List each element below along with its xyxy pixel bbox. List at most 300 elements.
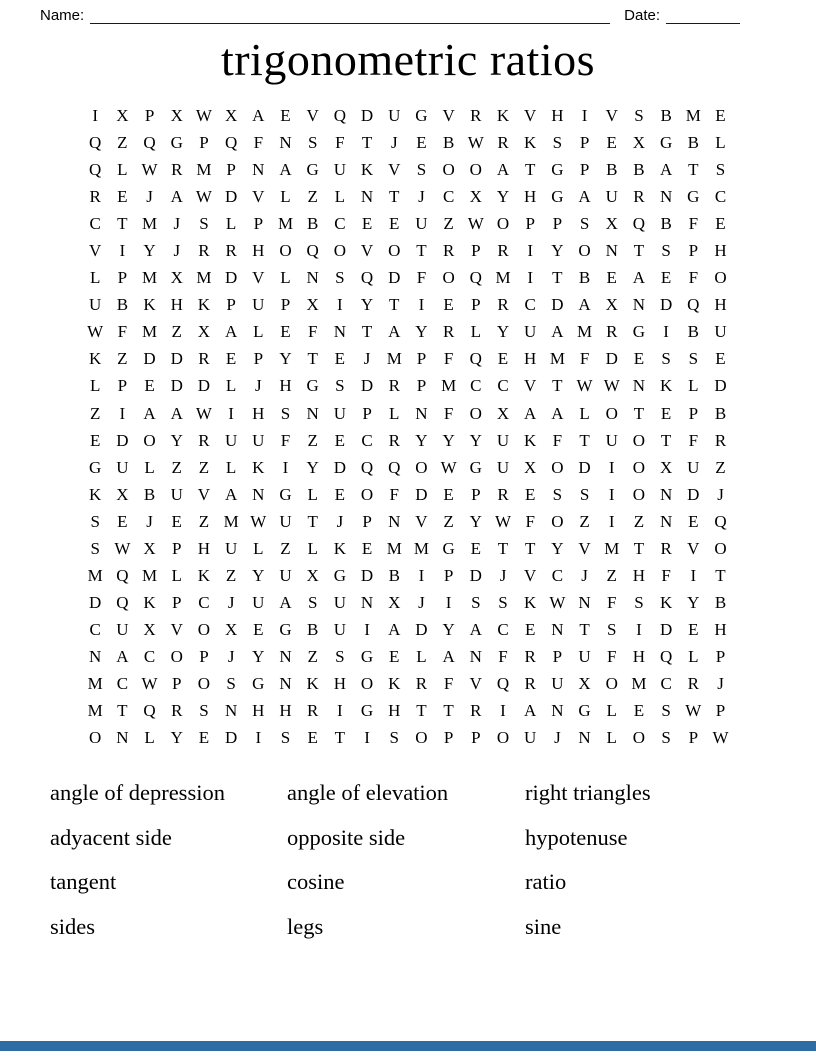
- grid-cell: T: [307, 349, 318, 369]
- grid-cell: V: [578, 538, 591, 558]
- grid-cell: P: [688, 403, 699, 423]
- grid-cell: N: [578, 728, 591, 748]
- grid-cell: P: [362, 511, 372, 531]
- grid-cell: X: [496, 403, 510, 423]
- grid-cell: C: [470, 376, 482, 396]
- grid-cell: X: [143, 538, 156, 558]
- grid-cell: F: [688, 268, 699, 288]
- grid-cell: O: [551, 511, 564, 531]
- grid-cell: A: [388, 322, 401, 342]
- grid-cell: S: [552, 133, 563, 153]
- grid-cell: M: [142, 214, 158, 234]
- grid-cell: U: [333, 160, 347, 180]
- grid-cell: I: [92, 106, 99, 126]
- grid-cell: K: [197, 295, 211, 315]
- grid-cell: E: [470, 538, 481, 558]
- grid-cell: Y: [496, 322, 510, 342]
- grid-cell: J: [717, 484, 724, 504]
- grid-cell: N: [279, 674, 292, 693]
- grid-cell: D: [714, 376, 727, 396]
- grid-cell: Z: [715, 457, 726, 477]
- grid-cell: F: [607, 592, 617, 612]
- grid-cell: Q: [333, 106, 347, 126]
- grid-cell: M: [196, 268, 212, 288]
- grid-cell: S: [416, 160, 427, 180]
- grid-cell: D: [116, 430, 129, 450]
- grid-cell: G: [442, 538, 455, 558]
- grid-cell: Y: [442, 430, 455, 450]
- grid-cell: C: [334, 214, 346, 234]
- grid-cell: N: [388, 511, 401, 531]
- grid-cell: P: [579, 133, 590, 153]
- grid-cell: I: [581, 106, 588, 126]
- grid-cell: R: [198, 241, 210, 261]
- grid-cell: Y: [360, 295, 374, 315]
- grid-cell: F: [579, 349, 590, 369]
- grid-cell: X: [306, 565, 319, 585]
- grid-cell: G: [89, 457, 102, 477]
- grid-cell: W: [494, 511, 512, 531]
- grid-cell: X: [197, 322, 211, 342]
- grid-cell: L: [334, 187, 346, 207]
- grid-cell: Y: [252, 565, 265, 585]
- grid-cell: V: [197, 484, 211, 504]
- grid-cell: U: [524, 322, 537, 342]
- grid-cell: K: [659, 592, 673, 612]
- word-bank-item: right triangles: [525, 780, 651, 806]
- word-bank: [0, 778, 816, 956]
- grid-cell: N: [116, 728, 129, 748]
- grid-cell: V: [252, 268, 265, 288]
- grid-cell: X: [524, 457, 537, 477]
- grid-cell: Z: [198, 457, 210, 477]
- header: [0, 0, 816, 25]
- grid-cell: Q: [388, 457, 401, 477]
- grid-cell: P: [117, 268, 128, 288]
- grid-cell: Q: [143, 133, 156, 153]
- grid-cell: P: [280, 295, 291, 315]
- grid-cell: N: [306, 403, 319, 423]
- grid-cell: F: [607, 646, 617, 666]
- grid-cell: X: [388, 592, 401, 612]
- grid-cell: Q: [224, 133, 238, 153]
- grid-cell: D: [469, 565, 482, 585]
- grid-cell: W: [549, 592, 566, 612]
- grid-cell: A: [578, 295, 591, 315]
- grid-cell: E: [660, 403, 672, 423]
- grid-cell: O: [415, 457, 428, 477]
- grid-cell: R: [687, 674, 699, 693]
- grid-cell: C: [89, 214, 101, 234]
- grid-cell: O: [279, 241, 292, 261]
- grid-cell: I: [663, 322, 669, 342]
- grid-cell: P: [471, 728, 481, 748]
- grid-cell: U: [279, 511, 292, 531]
- grid-cell: F: [661, 565, 671, 585]
- grid-cell: R: [470, 701, 482, 721]
- grid-cell: Y: [415, 322, 428, 342]
- name-label: Name:: [40, 7, 85, 24]
- grid-cell: P: [471, 295, 481, 315]
- grid-cell: K: [360, 160, 374, 180]
- grid-cell: W: [114, 538, 131, 558]
- grid-cell: I: [527, 268, 534, 288]
- grid-cell: N: [551, 619, 564, 639]
- grid-cell: V: [252, 187, 265, 207]
- grid-cell: B: [388, 565, 400, 585]
- grid-cell: L: [307, 484, 318, 504]
- grid-cell: H: [714, 295, 727, 315]
- grid-cell: E: [334, 430, 346, 450]
- grid-cell: C: [116, 674, 129, 693]
- grid-cell: M: [413, 538, 429, 558]
- grid-cell: N: [632, 295, 646, 315]
- grid-cell: Q: [306, 241, 319, 261]
- grid-cell: S: [607, 619, 617, 639]
- grid-cell: H: [632, 646, 646, 666]
- grid-cell: U: [333, 619, 347, 639]
- grid-cell: N: [333, 322, 347, 342]
- word-bank-item: cosine: [287, 869, 345, 895]
- grid-cell: B: [660, 214, 672, 234]
- grid-cell: Z: [579, 511, 590, 531]
- grid-cell: D: [224, 728, 238, 748]
- grid-cell: N: [578, 592, 591, 612]
- grid-cell: X: [224, 619, 238, 639]
- grid-cell: P: [525, 214, 535, 234]
- grid-cell: D: [224, 187, 238, 207]
- grid-cell: S: [307, 133, 318, 153]
- grid-cell: S: [715, 160, 726, 180]
- grid-cell: A: [170, 187, 183, 207]
- grid-cell: H: [632, 565, 646, 585]
- grid-cell: A: [170, 403, 183, 423]
- grid-cell: H: [524, 349, 537, 369]
- grid-cell: J: [146, 511, 153, 531]
- grid-cell: P: [443, 728, 454, 748]
- grid-cell: F: [443, 349, 454, 369]
- grid-cell: D: [415, 619, 428, 639]
- grid-cell: H: [279, 701, 292, 721]
- grid-cell: E: [89, 430, 101, 450]
- grid-cell: T: [633, 403, 645, 423]
- grid-cell: R: [633, 187, 645, 207]
- page-title: trigonometric ratios: [220, 34, 596, 85]
- grid-cell: A: [279, 592, 292, 612]
- grid-cell: N: [279, 646, 292, 666]
- footer-accent-bar: [0, 1041, 816, 1051]
- grid-cell: T: [443, 701, 454, 721]
- grid-cell: G: [360, 701, 374, 721]
- grid-cell: M: [142, 268, 158, 288]
- grid-cell: I: [119, 403, 126, 423]
- grid-cell: O: [469, 160, 482, 180]
- grid-cell: S: [335, 646, 345, 666]
- grid-cell: W: [141, 160, 158, 180]
- grid-cell: O: [197, 674, 211, 693]
- grid-cell: Z: [225, 565, 237, 585]
- grid-cell: K: [524, 592, 537, 612]
- grid-cell: Q: [360, 268, 374, 288]
- grid-cell: U: [116, 619, 129, 639]
- grid-cell: Z: [171, 457, 182, 477]
- grid-cell: D: [170, 349, 183, 369]
- grid-cell: R: [497, 133, 509, 153]
- grid-cell: M: [631, 674, 647, 693]
- grid-cell: F: [253, 133, 264, 153]
- grid-cell: E: [416, 133, 427, 153]
- grid-cell: I: [282, 457, 289, 477]
- grid-cell: J: [418, 592, 425, 612]
- grid-cell: M: [386, 349, 402, 369]
- grid-cell: S: [661, 701, 671, 721]
- grid-cell: I: [337, 295, 343, 315]
- grid-cell: V: [170, 619, 183, 639]
- grid-cell: M: [87, 565, 103, 585]
- grid-cell: F: [498, 646, 508, 666]
- grid-cell: T: [579, 619, 590, 639]
- grid-cell: D: [89, 592, 102, 612]
- grid-cell: R: [524, 646, 536, 666]
- word-bank-item: hypotenuse: [525, 824, 628, 850]
- grid-cell: L: [416, 646, 427, 666]
- grid-cell: E: [280, 106, 291, 126]
- grid-cell: S: [90, 511, 100, 531]
- grid-cell: M: [142, 322, 158, 342]
- grid-cell: A: [224, 484, 238, 504]
- grid-cell: O: [496, 214, 510, 234]
- grid-cell: J: [418, 187, 425, 207]
- grid-cell: H: [252, 701, 265, 721]
- grid-cell: Q: [143, 701, 156, 721]
- grid-cell: C: [442, 187, 455, 207]
- grid-cell: K: [388, 674, 401, 693]
- grid-cell: P: [443, 565, 454, 585]
- grid-cell: L: [225, 376, 237, 396]
- grid-cell: E: [688, 511, 699, 531]
- grid-cell: A: [143, 403, 156, 423]
- grid-cell: J: [173, 241, 181, 261]
- grid-cell: Q: [89, 160, 102, 180]
- grid-cell: P: [226, 160, 236, 180]
- grid-cell: P: [172, 538, 182, 558]
- grid-cell: S: [280, 728, 291, 748]
- grid-cell: E: [443, 484, 454, 504]
- grid-cell: X: [659, 457, 673, 477]
- grid-cell: O: [143, 430, 156, 450]
- grid-cell: I: [608, 484, 615, 504]
- grid-cell: S: [335, 376, 345, 396]
- grid-cell: I: [228, 403, 234, 423]
- grid-cell: N: [605, 241, 618, 261]
- grid-cell: T: [389, 187, 400, 207]
- grid-cell: L: [225, 214, 237, 234]
- grid-cell: I: [337, 701, 343, 721]
- grid-cell: O: [551, 457, 564, 477]
- grid-cell: I: [364, 619, 370, 639]
- grid-cell: G: [252, 674, 265, 693]
- grid-cell: Y: [687, 592, 700, 612]
- grid-cell: C: [89, 619, 101, 639]
- grid-cell: T: [660, 430, 672, 450]
- grid-cell: B: [307, 214, 319, 234]
- word-bank-column-2: [287, 778, 525, 956]
- date-label: Date:: [624, 7, 660, 24]
- grid-cell: S: [661, 349, 671, 369]
- grid-cell: Z: [198, 511, 210, 531]
- grid-cell: I: [445, 592, 452, 612]
- grid-cell: P: [715, 701, 726, 721]
- grid-cell: J: [717, 674, 724, 693]
- grid-cell: U: [224, 430, 238, 450]
- grid-cell: K: [306, 674, 319, 693]
- grid-cell: H: [714, 241, 727, 261]
- grid-cell: L: [144, 457, 155, 477]
- grid-cell: F: [280, 430, 291, 450]
- grid-cell: P: [579, 160, 590, 180]
- grid-cell: P: [172, 674, 182, 693]
- grid-cell: I: [364, 728, 370, 748]
- grid-cell: J: [499, 565, 507, 585]
- word-bank-item: opposite side: [287, 824, 406, 850]
- grid-cell: C: [660, 674, 672, 693]
- grid-cell: A: [442, 646, 455, 666]
- grid-cell: T: [416, 701, 427, 721]
- grid-cell: K: [143, 592, 156, 612]
- grid-cell: E: [606, 268, 617, 288]
- grid-cell: N: [659, 484, 673, 504]
- grid-cell: J: [336, 511, 344, 531]
- grid-cell: Y: [252, 646, 265, 666]
- grid-cell: D: [551, 295, 564, 315]
- grid-cell: S: [634, 106, 644, 126]
- grid-cell: T: [633, 538, 645, 558]
- grid-cell: E: [334, 349, 346, 369]
- grid-cell: C: [497, 376, 509, 396]
- grid-cell: R: [171, 701, 183, 721]
- grid-cell: E: [389, 214, 400, 234]
- grid-cell: S: [579, 484, 590, 504]
- word-bank-item: sine: [525, 913, 562, 939]
- grid-cell: I: [527, 241, 534, 261]
- grid-cell: F: [525, 511, 535, 531]
- grid-cell: A: [632, 268, 646, 288]
- grid-cell: I: [255, 728, 262, 748]
- grid-cell: H: [279, 376, 292, 396]
- grid-cell: E: [633, 349, 645, 369]
- grid-cell: Y: [306, 457, 319, 477]
- word-bank-item: ratio: [525, 869, 567, 895]
- grid-cell: A: [551, 403, 564, 423]
- grid-cell: P: [688, 241, 699, 261]
- grid-cell: U: [524, 728, 537, 748]
- grid-cell: L: [280, 268, 291, 288]
- grid-cell: G: [578, 701, 591, 721]
- grid-cell: R: [497, 295, 509, 315]
- grid-cell: Z: [633, 511, 645, 531]
- grid-cell: A: [524, 403, 537, 423]
- grid-cell: A: [496, 160, 510, 180]
- grid-cell: W: [603, 376, 620, 396]
- grid-cell: M: [604, 538, 620, 558]
- grid-cell: S: [389, 728, 399, 748]
- grid-cell: Y: [551, 538, 564, 558]
- grid-cell: F: [443, 403, 454, 423]
- grid-cell: B: [687, 322, 699, 342]
- grid-cell: D: [687, 484, 700, 504]
- grid-cell: N: [279, 133, 292, 153]
- grid-cell: N: [360, 592, 374, 612]
- grid-cell: Q: [496, 674, 510, 693]
- grid-cell: O: [632, 728, 646, 748]
- grid-cell: V: [306, 106, 319, 126]
- grid-cell: L: [470, 322, 481, 342]
- grid-cell: M: [196, 160, 212, 180]
- grid-cell: A: [469, 619, 482, 639]
- grid-cell: O: [578, 241, 591, 261]
- grid-cell: W: [576, 376, 593, 396]
- grid-cell: J: [581, 565, 588, 585]
- grid-cell: Y: [170, 430, 183, 450]
- grid-cell: U: [224, 538, 238, 558]
- grid-cell: E: [606, 133, 617, 153]
- grid-cell: U: [605, 187, 618, 207]
- grid-cell: F: [552, 430, 563, 450]
- grid-cell: P: [172, 592, 182, 612]
- grid-cell: W: [467, 214, 484, 234]
- grid-cell: P: [199, 133, 209, 153]
- grid-cell: R: [171, 160, 183, 180]
- grid-cell: D: [360, 376, 374, 396]
- grid-cell: U: [333, 403, 347, 423]
- word-bank-column-3: [525, 778, 816, 956]
- grid-cell: W: [195, 106, 212, 126]
- grid-cell: L: [688, 376, 699, 396]
- grid-cell: U: [415, 214, 428, 234]
- grid-cell: B: [606, 160, 618, 180]
- grid-cell: K: [524, 430, 537, 450]
- grid-cell: J: [255, 376, 262, 396]
- grid-cell: E: [171, 511, 182, 531]
- grid-cell: K: [143, 295, 156, 315]
- grid-cell: U: [252, 295, 265, 315]
- grid-cell: O: [415, 728, 428, 748]
- grid-cell: U: [170, 484, 183, 504]
- grid-cell: E: [443, 295, 454, 315]
- grid-cell: L: [253, 322, 264, 342]
- grid-cell: V: [524, 106, 537, 126]
- grid-cell: B: [714, 403, 727, 423]
- grid-cell: O: [442, 268, 455, 288]
- grid-cell: C: [361, 430, 373, 450]
- grid-cell: E: [715, 349, 726, 369]
- grid-cell: G: [279, 619, 292, 639]
- grid-cell: T: [361, 322, 373, 342]
- grid-cell: V: [687, 538, 700, 558]
- grid-cell: A: [224, 322, 238, 342]
- grid-cell: H: [252, 241, 265, 261]
- grid-cell: T: [416, 241, 427, 261]
- grid-cell: M: [441, 376, 457, 396]
- grid-cell: E: [660, 268, 672, 288]
- grid-cell: Z: [117, 349, 128, 369]
- grid-cell: L: [253, 538, 264, 558]
- grid-cell: R: [442, 241, 455, 261]
- grid-cell: N: [632, 376, 646, 396]
- grid-cell: G: [659, 133, 673, 153]
- grid-cell: E: [198, 728, 210, 748]
- grid-cell: S: [199, 214, 209, 234]
